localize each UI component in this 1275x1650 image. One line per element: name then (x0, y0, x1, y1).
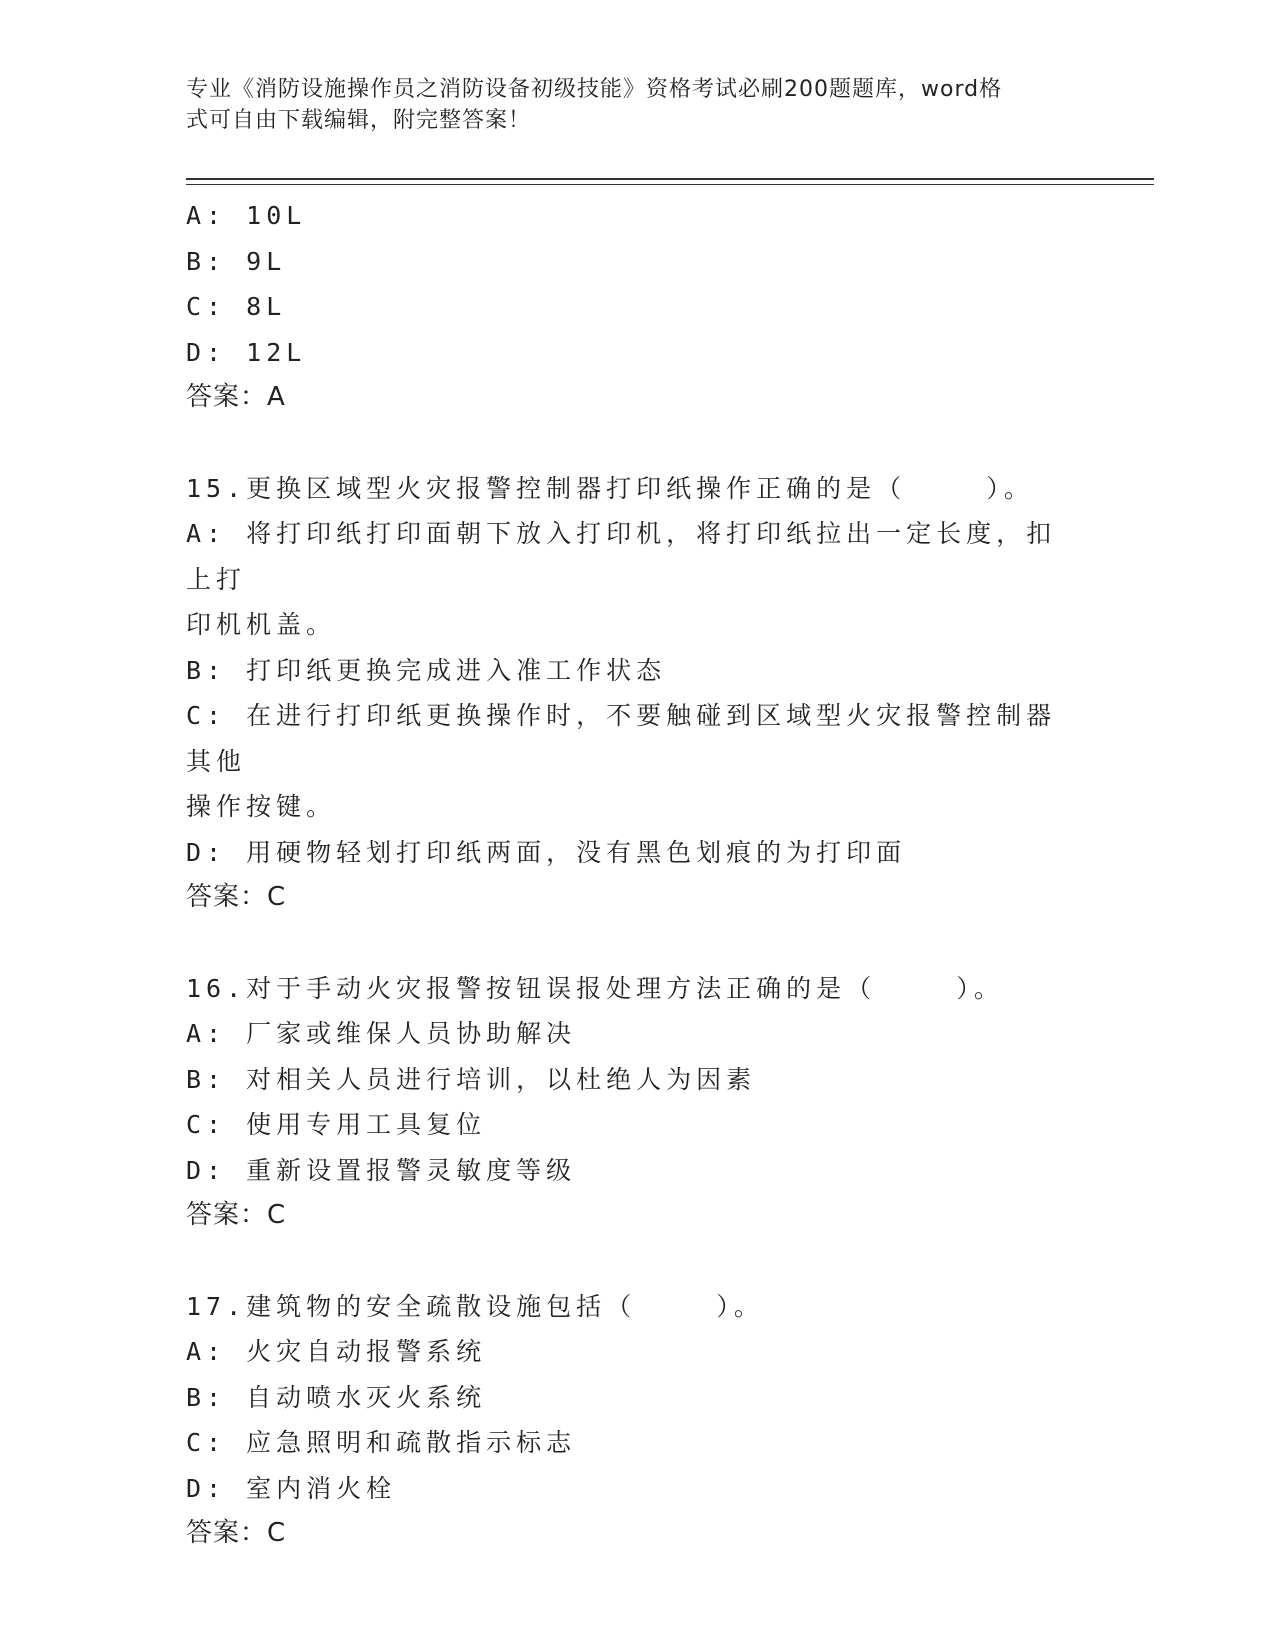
header-line-1: 专业《消防设施操作员之消防设备初级技能》资格考试必刷200题题库，word格 (186, 77, 1003, 102)
prev-question-block (186, 193, 1086, 421)
answer-line: 答案：C (186, 1518, 287, 1548)
option-d: D: 重新设置报警灵敏度等级 (186, 1155, 577, 1185)
option-a-continued: 印机机盖。 (186, 610, 337, 639)
option-a: A: 将打印纸打印面朝下放入打印机，将打印纸拉出一定长度，扣上打 (186, 519, 1057, 594)
answer-line: 答案：C (186, 882, 287, 912)
header-divider-thick (186, 178, 1154, 180)
option-b: B: 自动喷水灭火系统 (186, 1382, 487, 1412)
option-a: A: 火灾自动报警系统 (186, 1337, 487, 1366)
answer-line: 答案：A (186, 382, 286, 412)
question-17-block (186, 1284, 1086, 1557)
option-d: D: 12L (186, 337, 307, 367)
question-stem: 17.建筑物的安全疏散设施包括（ ）。 (186, 1291, 764, 1321)
option-d: D: 用硬物轻划打印纸两面，没有黑色划痕的为打印面 (186, 837, 907, 867)
answer-line: 答案：C (186, 1200, 287, 1230)
question-stem: 15.更换区域型火灾报警控制器打印纸操作正确的是（ ）。 (186, 473, 1034, 503)
option-c: C: 在进行打印纸更换操作时，不要触碰到区域型火灾报警控制器其他 (186, 701, 1057, 776)
question-15-block (186, 466, 1086, 921)
option-b: B: 对相关人员进行培训，以杜绝人为因素 (186, 1064, 757, 1094)
option-c-continued: 操作按键。 (186, 792, 337, 821)
option-c: C: 8L (186, 292, 287, 321)
document-header (186, 74, 1066, 136)
option-c: C: 应急照明和疏散指示标志 (186, 1428, 577, 1457)
option-d: D: 室内消火栓 (186, 1473, 397, 1503)
option-b: B: 打印纸更换完成进入准工作状态 (186, 655, 667, 685)
header-divider-thin (186, 184, 1154, 185)
question-16-block (186, 966, 1086, 1239)
option-c: C: 使用专用工具复位 (186, 1110, 487, 1139)
header-line-2: 式可自由下载编辑，附完整答案！ (186, 108, 532, 133)
question-stem: 16.对于手动火灾报警按钮误报处理方法正确的是（ ）。 (186, 973, 1004, 1003)
option-a: A: 厂家或维保人员协助解决 (186, 1019, 577, 1048)
option-a: A: 10L (186, 201, 307, 230)
option-b: B: 9L (186, 246, 287, 276)
question-content (186, 193, 1086, 1557)
